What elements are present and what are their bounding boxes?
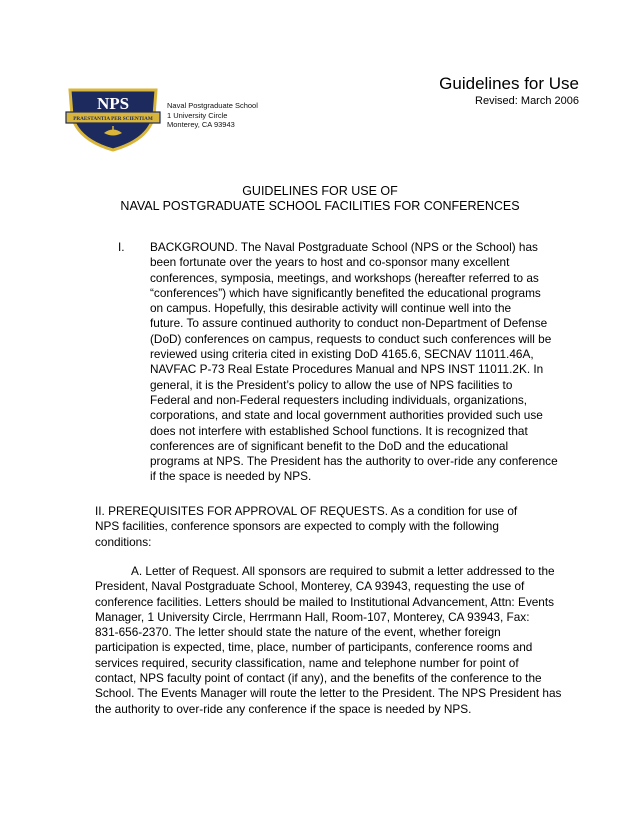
paragraph-line: on campus. Hopefully, this desirable activity will continue well into the: [150, 301, 512, 316]
paragraph-line: reviewed using criteria cited in existing DoD 4165.6, SECNAV 11011.46A,: [150, 347, 534, 362]
section-number: I.: [118, 240, 125, 254]
paragraph-line: contact, NPS faculty point of contact (if any), and the benefits of the conference to the: [95, 671, 542, 686]
paragraph-line: A. Letter of Request. All sponsors are required to submit a letter addressed to the: [131, 564, 555, 578]
paragraph-line: NPS facilities, conference sponsors are expected to comply with the following: [95, 519, 499, 534]
crest-initials: NPS: [96, 94, 130, 113]
document-heading-line1: GUIDELINES FOR USE OF: [242, 184, 398, 198]
paragraph-line: BACKGROUND. The Naval Postgraduate School (NPS or the School) has: [150, 240, 538, 254]
paragraph-line: conferences are of significant benefit to the DoD and the educational: [150, 438, 509, 453]
address-city: Monterey, CA 93943: [167, 120, 235, 130]
document-heading-line2: NAVAL POSTGRADUATE SCHOOL FACILITIES FOR CONFERENCES: [120, 199, 520, 213]
paragraph-line: if the space is needed by NPS.: [150, 469, 312, 484]
paragraph-line: general, it is the President’s policy to allow the use of NPS facilities to: [150, 377, 513, 392]
paragraph-line: conferences, symposia, meetings, and workshops (hereafter referred to as: [150, 270, 539, 285]
nps-crest-logo: [64, 78, 162, 152]
paragraph-line: corporations, and state and local government authorities provided such use: [150, 408, 543, 423]
paragraph-line: services required, security classification, name and telephone number for point of: [95, 655, 519, 670]
guidelines-title: Guidelines for Use: [439, 74, 579, 93]
paragraph-line: conditions:: [95, 534, 152, 549]
paragraph-line: future. To assure continued authority to conduct non-Department of Defense: [150, 316, 548, 331]
paragraph-line: the authority to over-ride any conference if the space is needed by NPS.: [95, 701, 472, 716]
paragraph-line: Manager, 1 University Circle, Herrmann Hall, Room-107, Monterey, CA 93943, Fax:: [95, 609, 530, 624]
background-section: [150, 240, 558, 485]
paragraph-line: does not interfere with established School functions. It is recognized that: [150, 423, 528, 438]
paragraph-line: conference facilities. Letters should be mailed to Institutional Advancement, Attn: Events: [95, 594, 555, 609]
paragraph-line: NAVFAC P-73 Real Estate Procedures Manual and NPS INST 11011.2K. In: [150, 362, 544, 377]
paragraph-line: 831-656-2370. The letter should state the nature of the event, whether foreign: [95, 625, 501, 640]
letter-of-request-section: [95, 564, 562, 717]
address-street: 1 University Circle: [167, 110, 228, 120]
paragraph-line: President, Naval Postgraduate School, Monterey, CA 93943, requesting the use of: [95, 579, 525, 594]
school-address: [167, 101, 258, 130]
revision-date: Revised: March 2006: [475, 95, 579, 107]
paragraph-line: II. PREREQUISITES FOR APPROVAL OF REQUESTS. As a condition for use of: [95, 504, 518, 518]
paragraph-line: (DoD) conferences on campus, requests to conduct such conferences will be: [150, 331, 552, 346]
prerequisites-section: [95, 504, 550, 550]
crest-motto: PRAESTANTIA PER SCIENTIAM: [73, 116, 153, 122]
paragraph-line: “conferences”) which have significantly benefited the educational programs: [150, 285, 541, 300]
paragraph-line: School. The Events Manager will route the letter to the President. The NPS President has: [95, 686, 562, 701]
address-name: Naval Postgraduate School: [167, 101, 258, 110]
paragraph-line: participation is expected, time, place, number of participants, conference rooms and: [95, 640, 533, 655]
paragraph-line: been fortunate over the years to host and co-sponsor many excellent: [150, 255, 510, 270]
paragraph-line: programs at NPS. The President has the authority to over-ride any conference: [150, 454, 558, 469]
paragraph-line: Federal and non-Federal requesters including individuals, organizations,: [150, 392, 528, 407]
